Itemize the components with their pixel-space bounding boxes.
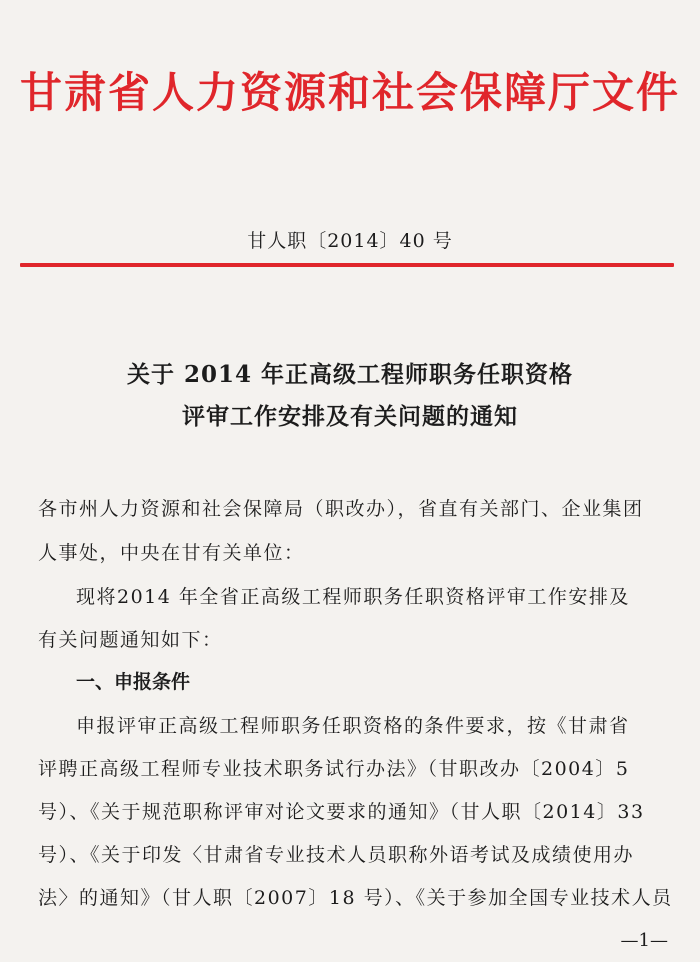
paragraph-line: 号）、《关于规范职称评审对论文要求的通知》（甘人职〔2014〕33	[38, 801, 645, 823]
paragraph-line: 法〉的通知》（甘人职〔2007〕18 号）、《关于参加全国专业技术人员	[38, 887, 673, 909]
addressee-line-2: 人事处，中央在甘有关单位：	[38, 542, 305, 564]
paragraph-line: 号）、《关于印发〈甘肃省专业技术人员职称外语考试及成绩使用办	[38, 844, 635, 866]
paragraph-line: 评聘正高级工程师专业技术职务试行办法》（甘职改办〔2004〕5	[38, 758, 630, 780]
document-number: 甘人职〔2014〕40 号	[247, 230, 453, 252]
intro-line-1: 现将2014 年全省正高级工程师职务任职资格评审工作安排及	[76, 586, 630, 608]
document-header-title: 甘肃省人力资源和社会保障厅文件	[19, 68, 680, 117]
notice-title-line-2: 评审工作安排及有关问题的通知	[182, 403, 518, 430]
section-heading: 一、申报条件	[76, 671, 191, 693]
notice-title-line-1: 关于 2014 年正高级工程师职务任职资格	[126, 361, 574, 388]
intro-line-2: 有关问题通知如下：	[38, 629, 223, 651]
addressee-line-1: 各市州人力资源和社会保障局（职改办），省直有关部门、企业集团	[38, 498, 644, 520]
paragraph-line: 申报评审正高级工程师职务任职资格的条件要求，按《甘肃省	[76, 715, 630, 737]
red-divider-rule	[20, 263, 674, 267]
page-number: —1—	[620, 930, 668, 951]
